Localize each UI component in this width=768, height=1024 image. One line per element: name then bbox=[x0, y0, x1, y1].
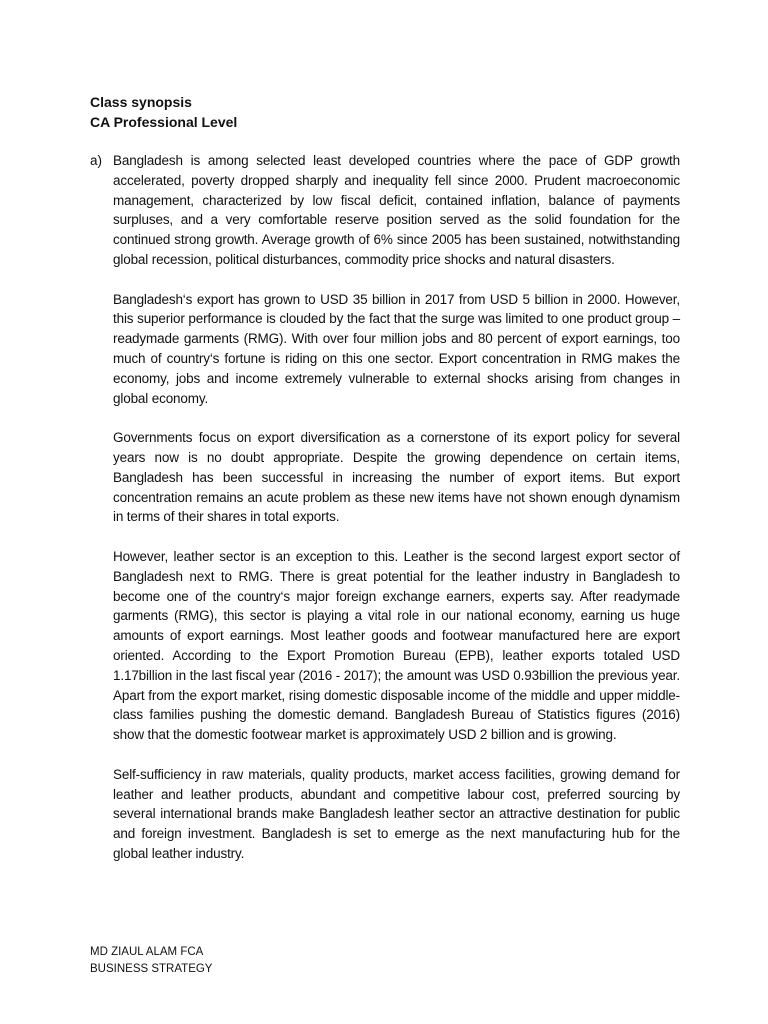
paragraph-self-sufficiency: Self-sufficiency in raw materials, quality products, market access facilities, growing demand for leather and leather products, abundant and competitive labour cost, preferred sourcing by several international brands make Bangladesh leather sector an attractive destination for public and foreign investment. Bangladesh is set to emerge as the next manufacturing hub for the global leather industry. bbox=[113, 766, 680, 861]
footer-author: MD ZIAUL ALAM FCA bbox=[90, 946, 204, 958]
paragraph-export-diversification: Governments focus on export diversification as a cornerstone of its export policy for several years now is no doubt appropriate. Despite the growing dependence on certain items, Bangladesh has been successful in increasing the number of export items. But export concentration remains an acute problem as these new items have not shown enough dynamism in terms of their shares in total exports. bbox=[113, 430, 680, 525]
document-subtitle: CA Professional Level bbox=[90, 114, 238, 130]
paragraph-export-growth: Bangladesh‘s export has grown to USD 35 billion in 2017 from USD 5 billion in 2000. However, this superior performance is clouded by the fact that the surge was limited to one product group – readymade garments (RMG). With over four million jobs and 80 percent of export earnings, too much of country‘s fortune is riding on this one sector. Export concentration in RMG makes the economy, jobs and income extremely vulnerable to external shocks arising from changes in global economy. bbox=[113, 291, 680, 406]
footer-course: BUSINESS STRATEGY bbox=[90, 963, 213, 975]
section-a bbox=[90, 151, 680, 864]
paragraph-leather-sector: However, leather sector is an exception to this. Leather is the second largest export sector of Bangladesh next to RMG. There is great potential for the leather industry in Bangladesh to become one of the country‘s major foreign exchange earners, experts say. After readymade garments (RMG), this sector is playing a vital role in our national economy, earning us huge amounts of export earnings. Most leather goods and footwear manufactured here are export oriented. According to the Export Promotion Bureau (EPB), leather exports totaled USD 1.17billion in the last fiscal year (2016 - 2017); the amount was USD 0.93billion the previous year. Apart from the export market, rising domestic disposable income of the middle and upper middle-class families pushing the domestic demand. Bangladesh Bureau of Statistics figures (2016) show that the domestic footwear market is approximately USD 2 billion and is growing. bbox=[113, 548, 680, 743]
document-footer bbox=[90, 944, 212, 978]
list-marker: a) bbox=[90, 153, 103, 168]
paragraph-gdp-growth: Bangladesh is among selected least developed countries where the pace of GDP growth accelerated, poverty dropped sharply and inequality fell since 2000. Prudent macroeconomic management, characterized by low fiscal deficit, contained inflation, balance of payments surpluses, and a very comfortable reserve position served as the solid foundation for the continued strong growth. Average growth of 6% since 2005 has been sustained, notwithstanding global recession, political disturbances, commodity price shocks and natural disasters. bbox=[113, 153, 680, 267]
document-title: Class synopsis bbox=[90, 94, 192, 110]
document-header bbox=[90, 92, 237, 132]
